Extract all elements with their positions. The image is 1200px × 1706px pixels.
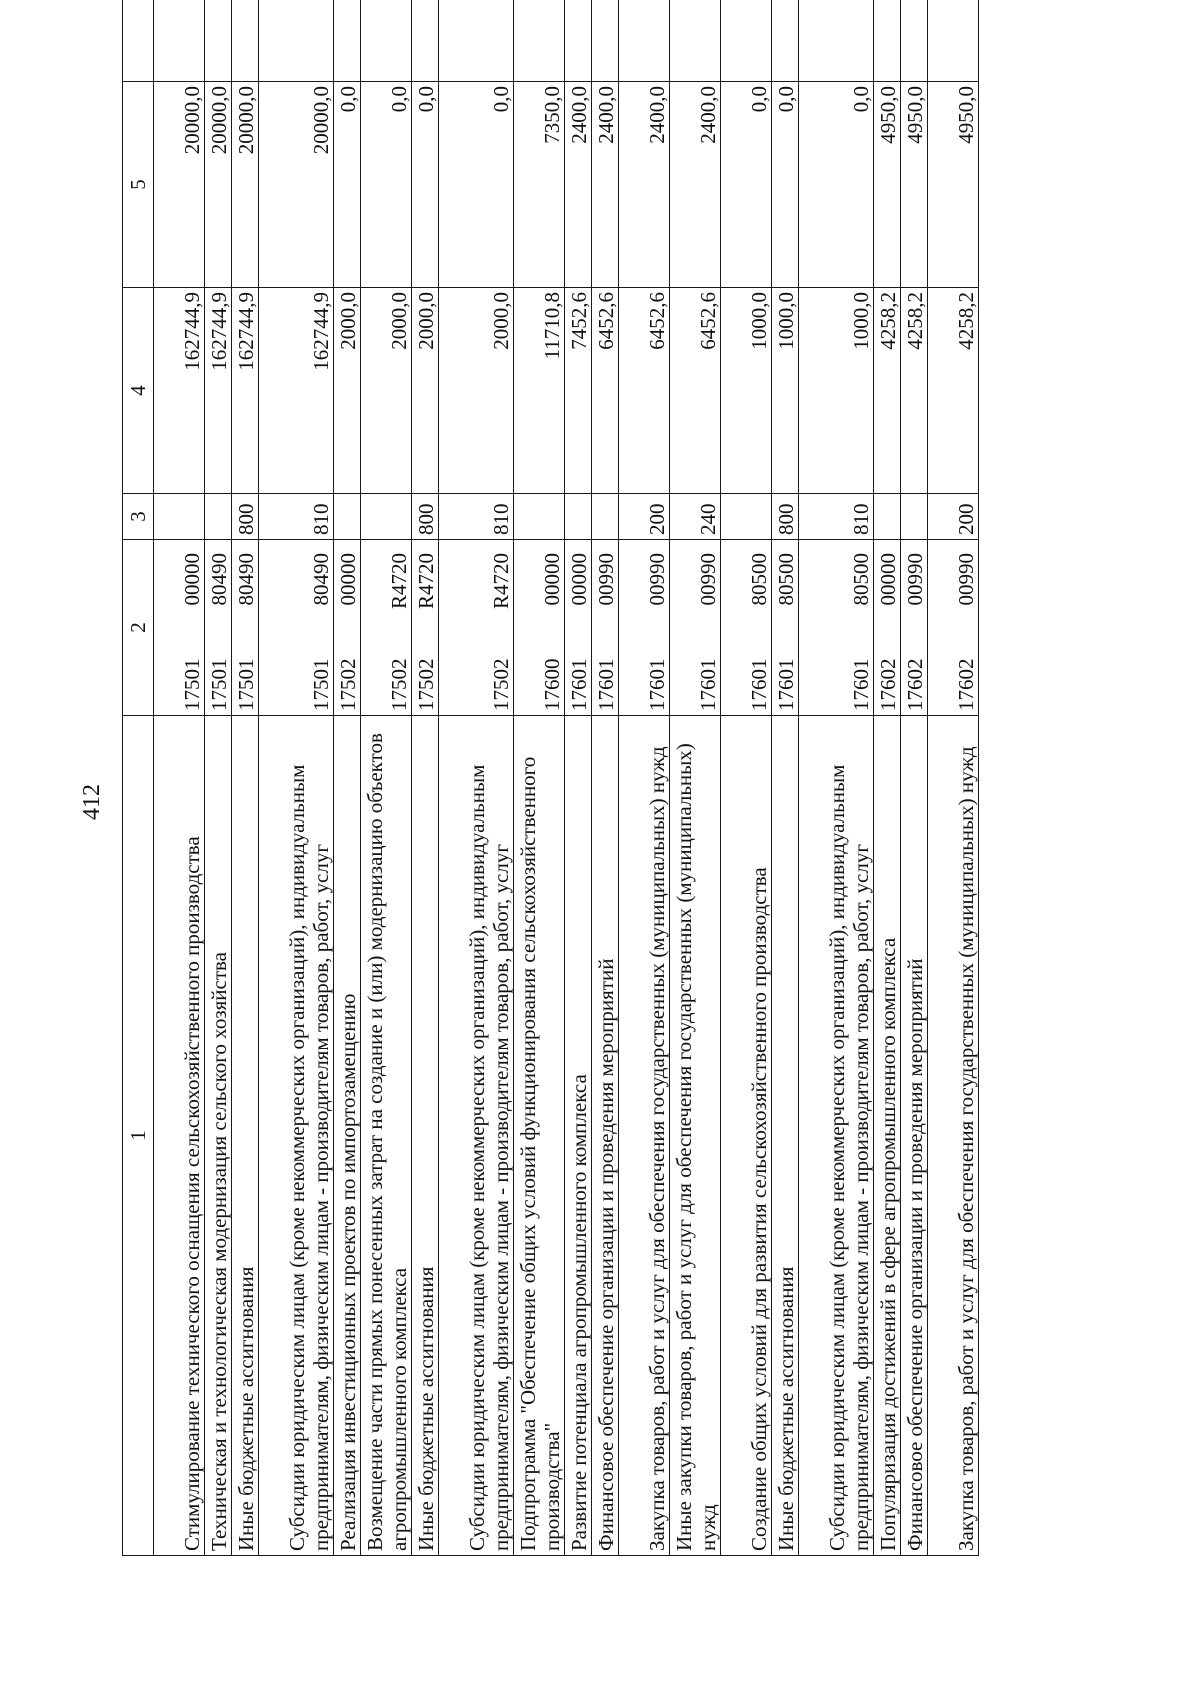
program-code: 17601 xyxy=(774,658,798,711)
row-value-col4: 1000,0 xyxy=(799,288,874,494)
row-value-col4: 162744,9 xyxy=(232,288,259,494)
row-code-cell xyxy=(565,540,592,716)
row-name-cell: Закупка товаров, работ и услуг для обеспечения государственных (муниципальных) нужд xyxy=(928,716,979,1556)
column-header xyxy=(123,0,154,82)
direction-code: 00000 xyxy=(876,553,900,606)
header-row xyxy=(123,0,154,1556)
row-code-cell xyxy=(772,540,799,716)
table-row xyxy=(259,0,334,1556)
direction-code: 80490 xyxy=(309,553,333,606)
row-value-col4: 4258,2 xyxy=(928,288,979,494)
program-code: 17602 xyxy=(954,658,978,711)
program-code: 17601 xyxy=(567,658,591,711)
row-name-cell: Субсидии юридическим лицам (кроме некоммерческих организаций), индивидуальным предпринимателям, физическим лицам - производителям товаров, работ, услуг xyxy=(439,716,514,1556)
row-value-col4: 11710,8 xyxy=(514,288,565,494)
row-name-cell: Создание общих условий для развития сельскохозяйственного производства xyxy=(721,716,772,1556)
row-name-cell: Популяризация достижений в сфере агропромышленного комплекса xyxy=(874,716,901,1556)
row-expense-type-cell: 200 xyxy=(928,494,979,540)
row-code-cell xyxy=(670,540,721,716)
direction-code: 80500 xyxy=(849,553,873,606)
program-code: 17502 xyxy=(414,658,438,711)
row-value-col6 xyxy=(592,0,619,82)
table-row xyxy=(772,0,799,1556)
row-value-col6 xyxy=(874,0,901,82)
column-header: 3 xyxy=(123,494,154,540)
row-value-col5: 20000,0 xyxy=(232,82,259,288)
table-row xyxy=(619,0,670,1556)
row-code-cell xyxy=(361,540,412,716)
row-expense-type-cell xyxy=(901,494,928,540)
row-value-col5: 20000,0 xyxy=(154,82,205,288)
row-value-col6 xyxy=(232,0,259,82)
row-value-col5: 20000,0 xyxy=(259,82,334,288)
row-value-col6 xyxy=(361,0,412,82)
program-code: 17601 xyxy=(645,658,669,711)
row-value-col6 xyxy=(514,0,565,82)
row-value-col6 xyxy=(721,0,772,82)
row-value-col5: 0,0 xyxy=(361,82,412,288)
table-row xyxy=(928,0,979,1556)
page-number: 412 xyxy=(79,784,105,820)
row-expense-type-cell xyxy=(154,494,205,540)
row-value-col4: 162744,9 xyxy=(154,288,205,494)
row-value-col5: 0,0 xyxy=(721,82,772,288)
program-code: 17602 xyxy=(876,658,900,711)
row-value-col5: 0,0 xyxy=(334,82,361,288)
row-value-col4: 4258,2 xyxy=(901,288,928,494)
row-value-col5: 4950,0 xyxy=(928,82,979,288)
direction-code: 00000 xyxy=(336,553,360,606)
table-row xyxy=(799,0,874,1556)
row-name-cell: Иные бюджетные ассигнования xyxy=(772,716,799,1556)
row-name-cell: Возмещение части прямых понесенных затрат на создание и (или) модернизацию объектов агропромышленного комплекса xyxy=(361,716,412,1556)
row-expense-type-cell: 200 xyxy=(619,494,670,540)
row-name-cell: Реализация инвестиционных проектов по импортозамещению xyxy=(334,716,361,1556)
program-code: 17502 xyxy=(336,658,360,711)
table-row xyxy=(670,0,721,1556)
row-value-col6 xyxy=(439,0,514,82)
row-value-col4: 2000,0 xyxy=(412,288,439,494)
row-expense-type-cell xyxy=(592,494,619,540)
row-code-cell xyxy=(334,540,361,716)
row-name-cell: Иные бюджетные ассигнования xyxy=(412,716,439,1556)
row-value-col4: 6452,6 xyxy=(619,288,670,494)
row-value-col4: 6452,6 xyxy=(670,288,721,494)
row-code-cell xyxy=(619,540,670,716)
program-code: 17501 xyxy=(234,658,258,711)
row-expense-type-cell xyxy=(874,494,901,540)
table-row xyxy=(874,0,901,1556)
direction-code: 00990 xyxy=(954,553,978,606)
row-name-cell: Иные бюджетные ассигнования xyxy=(232,716,259,1556)
row-value-col5: 20000,0 xyxy=(205,82,232,288)
table-row xyxy=(412,0,439,1556)
program-code: 17502 xyxy=(489,658,513,711)
row-expense-type-cell xyxy=(565,494,592,540)
row-value-col6 xyxy=(799,0,874,82)
row-code-cell xyxy=(259,540,334,716)
table-row xyxy=(232,0,259,1556)
direction-code: 00990 xyxy=(696,553,720,606)
direction-code: 80500 xyxy=(774,553,798,606)
direction-code: 00990 xyxy=(903,553,927,606)
table-row xyxy=(154,0,205,1556)
row-value-col6 xyxy=(334,0,361,82)
direction-code: 00000 xyxy=(180,553,204,606)
row-name-cell: Подпрограмма "Обеспечение общих условий функционирования сельскохозяйственного производства" xyxy=(514,716,565,1556)
row-expense-type-cell: 810 xyxy=(799,494,874,540)
row-value-col6 xyxy=(205,0,232,82)
row-code-cell xyxy=(874,540,901,716)
row-value-col6 xyxy=(901,0,928,82)
row-value-col6 xyxy=(619,0,670,82)
row-code-cell xyxy=(412,540,439,716)
row-value-col4: 2000,0 xyxy=(361,288,412,494)
row-name-cell: Стимулирование технического оснащения сельскохозяйственного производства xyxy=(154,716,205,1556)
row-expense-type-cell: 810 xyxy=(259,494,334,540)
row-name-cell: Субсидии юридическим лицам (кроме некоммерческих организаций), индивидуальным предпринимателям, физическим лицам - производителям товаров, работ, услуг xyxy=(799,716,874,1556)
direction-code: 80490 xyxy=(234,553,258,606)
row-value-col6 xyxy=(565,0,592,82)
row-value-col4: 1000,0 xyxy=(772,288,799,494)
row-value-col6 xyxy=(154,0,205,82)
row-value-col4: 2000,0 xyxy=(439,288,514,494)
table-row xyxy=(901,0,928,1556)
row-value-col4: 1000,0 xyxy=(721,288,772,494)
row-value-col5: 2400,0 xyxy=(670,82,721,288)
rotated-table-container xyxy=(122,0,1170,1556)
row-name-cell: Закупка товаров, работ и услуг для обеспечения государственных (муниципальных) нужд xyxy=(619,716,670,1556)
row-name-cell: Субсидии юридическим лицам (кроме некоммерческих организаций), индивидуальным предпринимателям, физическим лицам - производителям товаров, работ, услуг xyxy=(259,716,334,1556)
budget-table xyxy=(122,0,979,1556)
table-row xyxy=(514,0,565,1556)
row-code-cell xyxy=(901,540,928,716)
program-code: 17602 xyxy=(903,658,927,711)
row-value-col5: 0,0 xyxy=(799,82,874,288)
program-code: 17501 xyxy=(207,658,231,711)
row-value-col5: 2400,0 xyxy=(592,82,619,288)
program-code: 17601 xyxy=(696,658,720,711)
direction-code: 00990 xyxy=(594,553,618,606)
row-code-cell xyxy=(592,540,619,716)
row-value-col4: 2000,0 xyxy=(334,288,361,494)
row-expense-type-cell: 810 xyxy=(439,494,514,540)
table-header xyxy=(123,0,154,1556)
row-value-col4: 7452,6 xyxy=(565,288,592,494)
row-code-cell xyxy=(439,540,514,716)
direction-code: 00000 xyxy=(540,553,564,606)
program-code: 17501 xyxy=(309,658,333,711)
row-value-col6 xyxy=(772,0,799,82)
direction-code: R4720 xyxy=(414,553,438,610)
row-name-cell: Иные закупки товаров, работ и услуг для обеспечения государственных (муниципальных) нужд xyxy=(670,716,721,1556)
table-row xyxy=(334,0,361,1556)
program-code: 17501 xyxy=(180,658,204,711)
program-code: 17600 xyxy=(540,658,564,711)
table-row xyxy=(205,0,232,1556)
row-value-col5: 0,0 xyxy=(772,82,799,288)
direction-code: R4720 xyxy=(489,553,513,610)
table-row xyxy=(439,0,514,1556)
table-row xyxy=(565,0,592,1556)
row-value-col4: 6452,6 xyxy=(592,288,619,494)
direction-code: 00990 xyxy=(645,553,669,606)
row-code-cell xyxy=(514,540,565,716)
row-value-col6 xyxy=(412,0,439,82)
row-code-cell xyxy=(205,540,232,716)
column-header: 1 xyxy=(123,716,154,1556)
direction-code: R4720 xyxy=(387,553,411,610)
row-value-col5: 2400,0 xyxy=(619,82,670,288)
row-value-col6 xyxy=(928,0,979,82)
column-header: 5 xyxy=(123,82,154,288)
row-name-cell: Финансовое обеспечение организации и проведения мероприятий xyxy=(592,716,619,1556)
row-expense-type-cell: 800 xyxy=(772,494,799,540)
row-value-col5: 0,0 xyxy=(439,82,514,288)
row-code-cell xyxy=(154,540,205,716)
program-code: 17502 xyxy=(387,658,411,711)
row-expense-type-cell xyxy=(514,494,565,540)
program-code: 17601 xyxy=(849,658,873,711)
row-value-col5: 4950,0 xyxy=(901,82,928,288)
row-code-cell xyxy=(232,540,259,716)
column-header: 4 xyxy=(123,288,154,494)
row-value-col5: 0,0 xyxy=(412,82,439,288)
column-header: 2 xyxy=(123,540,154,716)
program-code: 17601 xyxy=(747,658,771,711)
direction-code: 00000 xyxy=(567,553,591,606)
row-expense-type-cell xyxy=(334,494,361,540)
row-name-cell: Финансовое обеспечение организации и проведения мероприятий xyxy=(901,716,928,1556)
row-code-cell xyxy=(928,540,979,716)
table-row xyxy=(721,0,772,1556)
row-value-col6 xyxy=(259,0,334,82)
row-value-col5: 4950,0 xyxy=(874,82,901,288)
row-expense-type-cell: 800 xyxy=(232,494,259,540)
row-expense-type-cell: 800 xyxy=(412,494,439,540)
row-expense-type-cell xyxy=(721,494,772,540)
table-row xyxy=(592,0,619,1556)
row-code-cell xyxy=(799,540,874,716)
row-value-col4: 162744,9 xyxy=(259,288,334,494)
row-name-cell: Развитие потенциала агропромышленного комплекса xyxy=(565,716,592,1556)
row-expense-type-cell: 240 xyxy=(670,494,721,540)
row-value-col5: 2400,0 xyxy=(565,82,592,288)
table-body xyxy=(154,0,979,1556)
row-value-col6 xyxy=(670,0,721,82)
direction-code: 80500 xyxy=(747,553,771,606)
row-value-col5: 7350,0 xyxy=(514,82,565,288)
row-expense-type-cell xyxy=(205,494,232,540)
program-code: 17601 xyxy=(594,658,618,711)
table-row xyxy=(361,0,412,1556)
row-value-col4: 162744,9 xyxy=(205,288,232,494)
row-expense-type-cell xyxy=(361,494,412,540)
row-name-cell: Техническая и технологическая модернизация сельского хозяйства xyxy=(205,716,232,1556)
row-code-cell xyxy=(721,540,772,716)
row-value-col4: 4258,2 xyxy=(874,288,901,494)
direction-code: 80490 xyxy=(207,553,231,606)
